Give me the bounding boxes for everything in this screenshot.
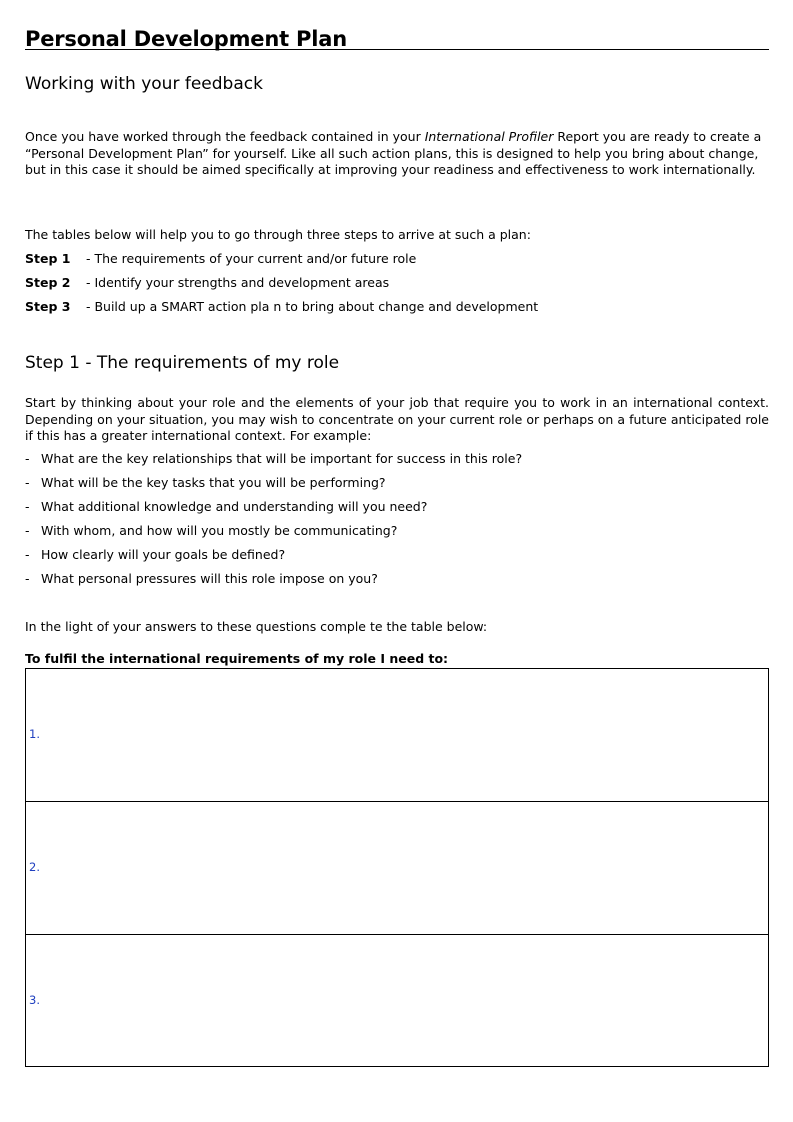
question-text: With whom, and how will you mostly be communicating? (41, 523, 398, 538)
intro-text-end: Report you are ready to create a “Personal Development Plan” for yourself. Like all such action plans, this is designed to help you bring about change, but in this case it should be aimed specifically at improving your readiness and effectiveness to work internationally. (25, 129, 762, 178)
step-label: Step 3 (25, 299, 71, 314)
step-label: Step 1 (25, 251, 71, 266)
question-item (25, 499, 427, 515)
row-number: 2. (29, 860, 40, 874)
intro-italic-report-name: International Profiler (424, 129, 554, 144)
step-line-1 (25, 251, 416, 267)
question-text: What additional knowledge and understanding will you need? (41, 499, 428, 514)
question-item (25, 571, 378, 587)
bullet-dash: - (25, 547, 30, 562)
question-item (25, 523, 397, 539)
bullet-dash: - (25, 451, 30, 466)
question-text: What personal pressures will this role impose on you? (41, 571, 378, 586)
row-number: 1. (29, 727, 40, 741)
step1-intro: Start by thinking about your role and the elements of your job that require you to work in an international context. Depending on your situation, you may wish to concentrate on your current role or perhaps on a future anticipated role if this has a greater international context. For example: (25, 395, 769, 444)
bullet-dash: - (25, 499, 30, 514)
question-item (25, 475, 386, 491)
step-text: - Identify your strengths and development areas (82, 275, 390, 290)
row-number: 3. (29, 993, 40, 1007)
question-item (25, 547, 285, 563)
bullet-dash: - (25, 571, 30, 586)
tables-intro: The tables below will help you to go through three steps to arrive at such a plan: (25, 227, 531, 242)
intro-paragraph (25, 129, 769, 179)
step-text: - Build up a SMART action pla n to bring about change and development (82, 299, 539, 314)
question-text: How clearly will your goals be defined? (41, 547, 286, 562)
requirements-row-1[interactable] (26, 669, 768, 802)
question-item (25, 451, 522, 467)
step-line-3 (25, 299, 538, 315)
step-line-2 (25, 275, 389, 291)
requirements-table (25, 668, 769, 1067)
document-title: Personal Development Plan (25, 26, 769, 50)
question-text: What will be the key tasks that you will be performing? (41, 475, 386, 490)
step-text: - The requirements of your current and/or future role (82, 251, 417, 266)
table-caption: To fulfil the international requirements of my role I need to: (25, 651, 449, 666)
question-text: What are the key relationships that will be important for success in this role? (41, 451, 523, 466)
bullet-dash: - (25, 523, 30, 538)
step-label: Step 2 (25, 275, 71, 290)
requirements-row-3[interactable] (26, 935, 768, 1066)
bullet-dash: - (25, 475, 30, 490)
step1-heading: Step 1 - The requirements of my role (25, 353, 340, 373)
document-subtitle: Working with your feedback (25, 74, 263, 94)
requirements-row-2[interactable] (26, 802, 768, 935)
instruction-text: In the light of your answers to these questions comple te the table below: (25, 619, 488, 634)
intro-text-start: Once you have worked through the feedback contained in your (25, 129, 425, 144)
